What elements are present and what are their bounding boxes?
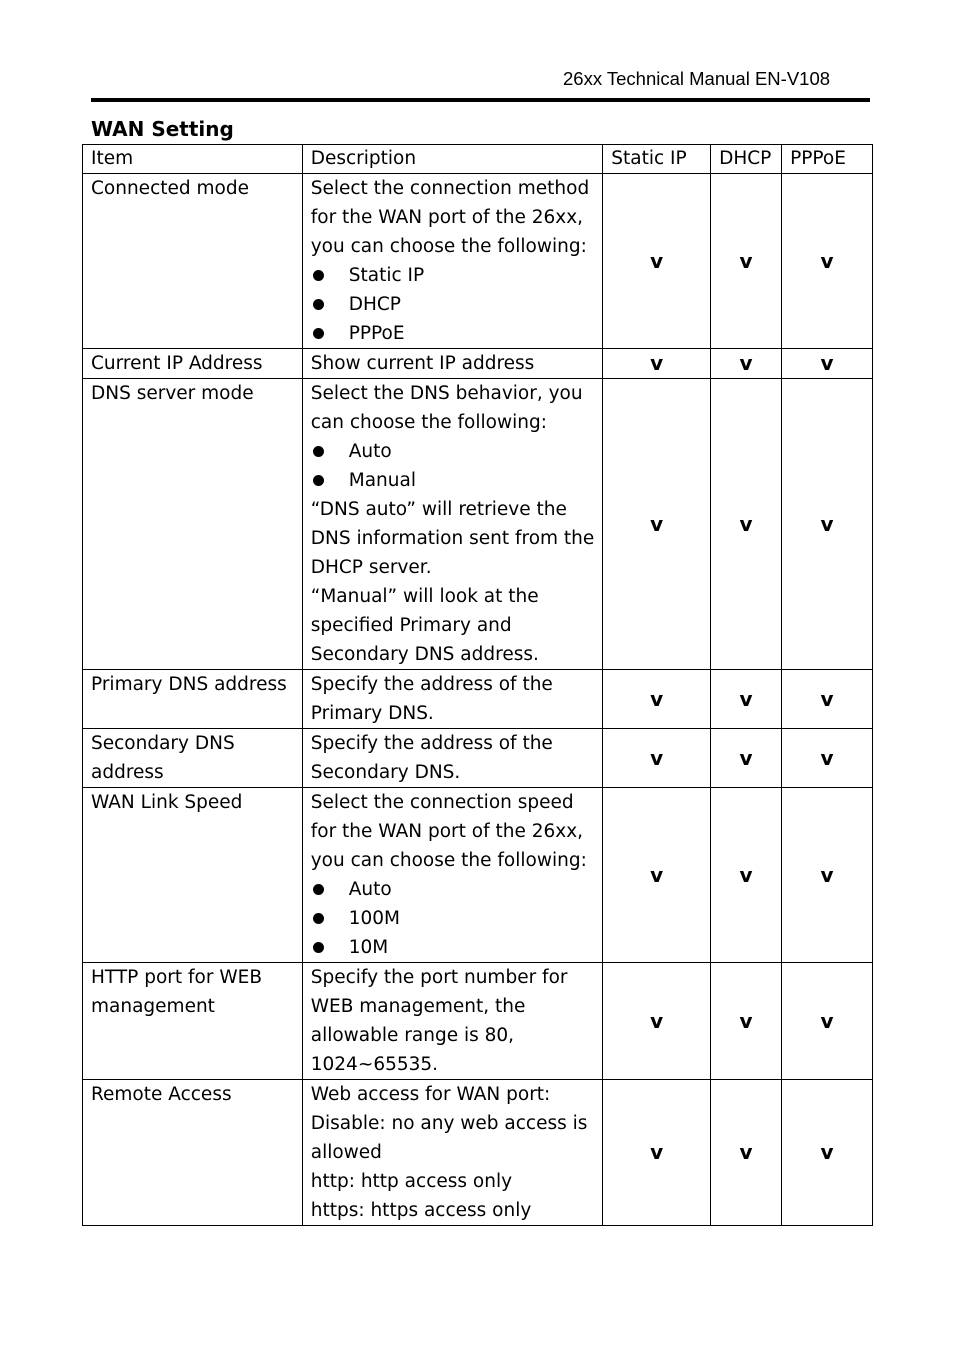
- table-header-row: [83, 145, 873, 174]
- pppoe-mark: v: [782, 729, 873, 788]
- column-header-dhcp: DHCP: [711, 145, 782, 174]
- description-cell: Specify the address of the Secondary DNS.: [302, 729, 603, 788]
- item-cell: Current IP Address: [83, 349, 303, 379]
- description-text: Select the connection speed for the WAN port of the 26xx, you can choose the following:: [310, 792, 587, 871]
- table-row: [83, 379, 873, 670]
- item-cell: WAN Link Speed: [83, 788, 303, 963]
- description-note: Disable: no any web access is allowed: [310, 1113, 588, 1163]
- column-header-item: Item: [83, 145, 303, 174]
- static-ip-mark: v: [603, 963, 711, 1080]
- static-ip-mark: v: [603, 788, 711, 963]
- static-ip-mark: v: [603, 174, 711, 349]
- option-list: [311, 261, 603, 348]
- item-cell: DNS server mode: [83, 379, 303, 670]
- static-ip-mark: v: [603, 349, 711, 379]
- table-row: [83, 963, 873, 1080]
- description-text: Web access for WAN port:: [310, 1084, 551, 1105]
- item-cell: Primary DNS address: [83, 670, 303, 729]
- item-cell: HTTP port for WEB management: [83, 963, 303, 1080]
- pppoe-mark: v: [782, 670, 873, 729]
- document-header-title: 26xx Technical Manual EN-V108: [563, 68, 831, 89]
- description-cell: [302, 379, 603, 670]
- option-list: [311, 875, 603, 962]
- pppoe-mark: v: [782, 1080, 873, 1226]
- item-cell: Remote Access: [83, 1080, 303, 1226]
- description-cell: Show current IP address: [302, 349, 603, 379]
- table-row: [83, 1080, 873, 1226]
- column-header-pppoe: PPPoE: [782, 145, 873, 174]
- option-item: Static IP: [311, 261, 603, 290]
- table-row: [83, 788, 873, 963]
- dhcp-mark: v: [711, 729, 782, 788]
- description-text: Select the DNS behavior, you can choose the following:: [310, 383, 583, 433]
- description-note: https: https access only: [310, 1200, 532, 1221]
- dhcp-mark: v: [711, 670, 782, 729]
- description-cell: Specify the address of the Primary DNS.: [302, 670, 603, 729]
- section-title: WAN Setting: [91, 117, 234, 141]
- table-row: [83, 174, 873, 349]
- header-divider: [91, 98, 870, 102]
- dhcp-mark: v: [711, 788, 782, 963]
- description-text: Select the connection method for the WAN port of the 26xx, you can choose the following:: [310, 178, 590, 257]
- dhcp-mark: v: [711, 1080, 782, 1226]
- option-list: [311, 437, 603, 495]
- static-ip-mark: v: [603, 379, 711, 670]
- description-cell: Specify the port number for WEB management, the allowable range is 80, 1024~65535.: [302, 963, 603, 1080]
- static-ip-mark: v: [603, 1080, 711, 1226]
- pppoe-mark: v: [782, 788, 873, 963]
- dhcp-mark: v: [711, 349, 782, 379]
- table-row: [83, 729, 873, 788]
- table-row: [83, 670, 873, 729]
- pppoe-mark: v: [782, 174, 873, 349]
- pppoe-mark: v: [782, 963, 873, 1080]
- description-cell: [302, 174, 603, 349]
- description-note: “Manual” will look at the specified Primary and Secondary DNS address.: [310, 586, 539, 665]
- static-ip-mark: v: [603, 670, 711, 729]
- column-header-static-ip: Static IP: [603, 145, 711, 174]
- column-header-description: Description: [302, 145, 603, 174]
- item-cell: Connected mode: [83, 174, 303, 349]
- option-item: PPPoE: [311, 319, 603, 348]
- option-item: DHCP: [311, 290, 603, 319]
- option-item: Auto: [311, 875, 603, 904]
- dhcp-mark: v: [711, 174, 782, 349]
- table-row: [83, 349, 873, 379]
- description-cell: [302, 788, 603, 963]
- description-note: “DNS auto” will retrieve the DNS information sent from the DHCP server.: [310, 499, 595, 578]
- description-note: http: http access only: [310, 1171, 513, 1192]
- dhcp-mark: v: [711, 379, 782, 670]
- dhcp-mark: v: [711, 963, 782, 1080]
- option-item: 10M: [311, 933, 603, 962]
- pppoe-mark: v: [782, 379, 873, 670]
- option-item: Manual: [311, 466, 603, 495]
- wan-setting-table: [82, 144, 873, 1226]
- option-item: Auto: [311, 437, 603, 466]
- item-cell: Secondary DNS address: [83, 729, 303, 788]
- description-cell: [302, 1080, 603, 1226]
- static-ip-mark: v: [603, 729, 711, 788]
- option-item: 100M: [311, 904, 603, 933]
- pppoe-mark: v: [782, 349, 873, 379]
